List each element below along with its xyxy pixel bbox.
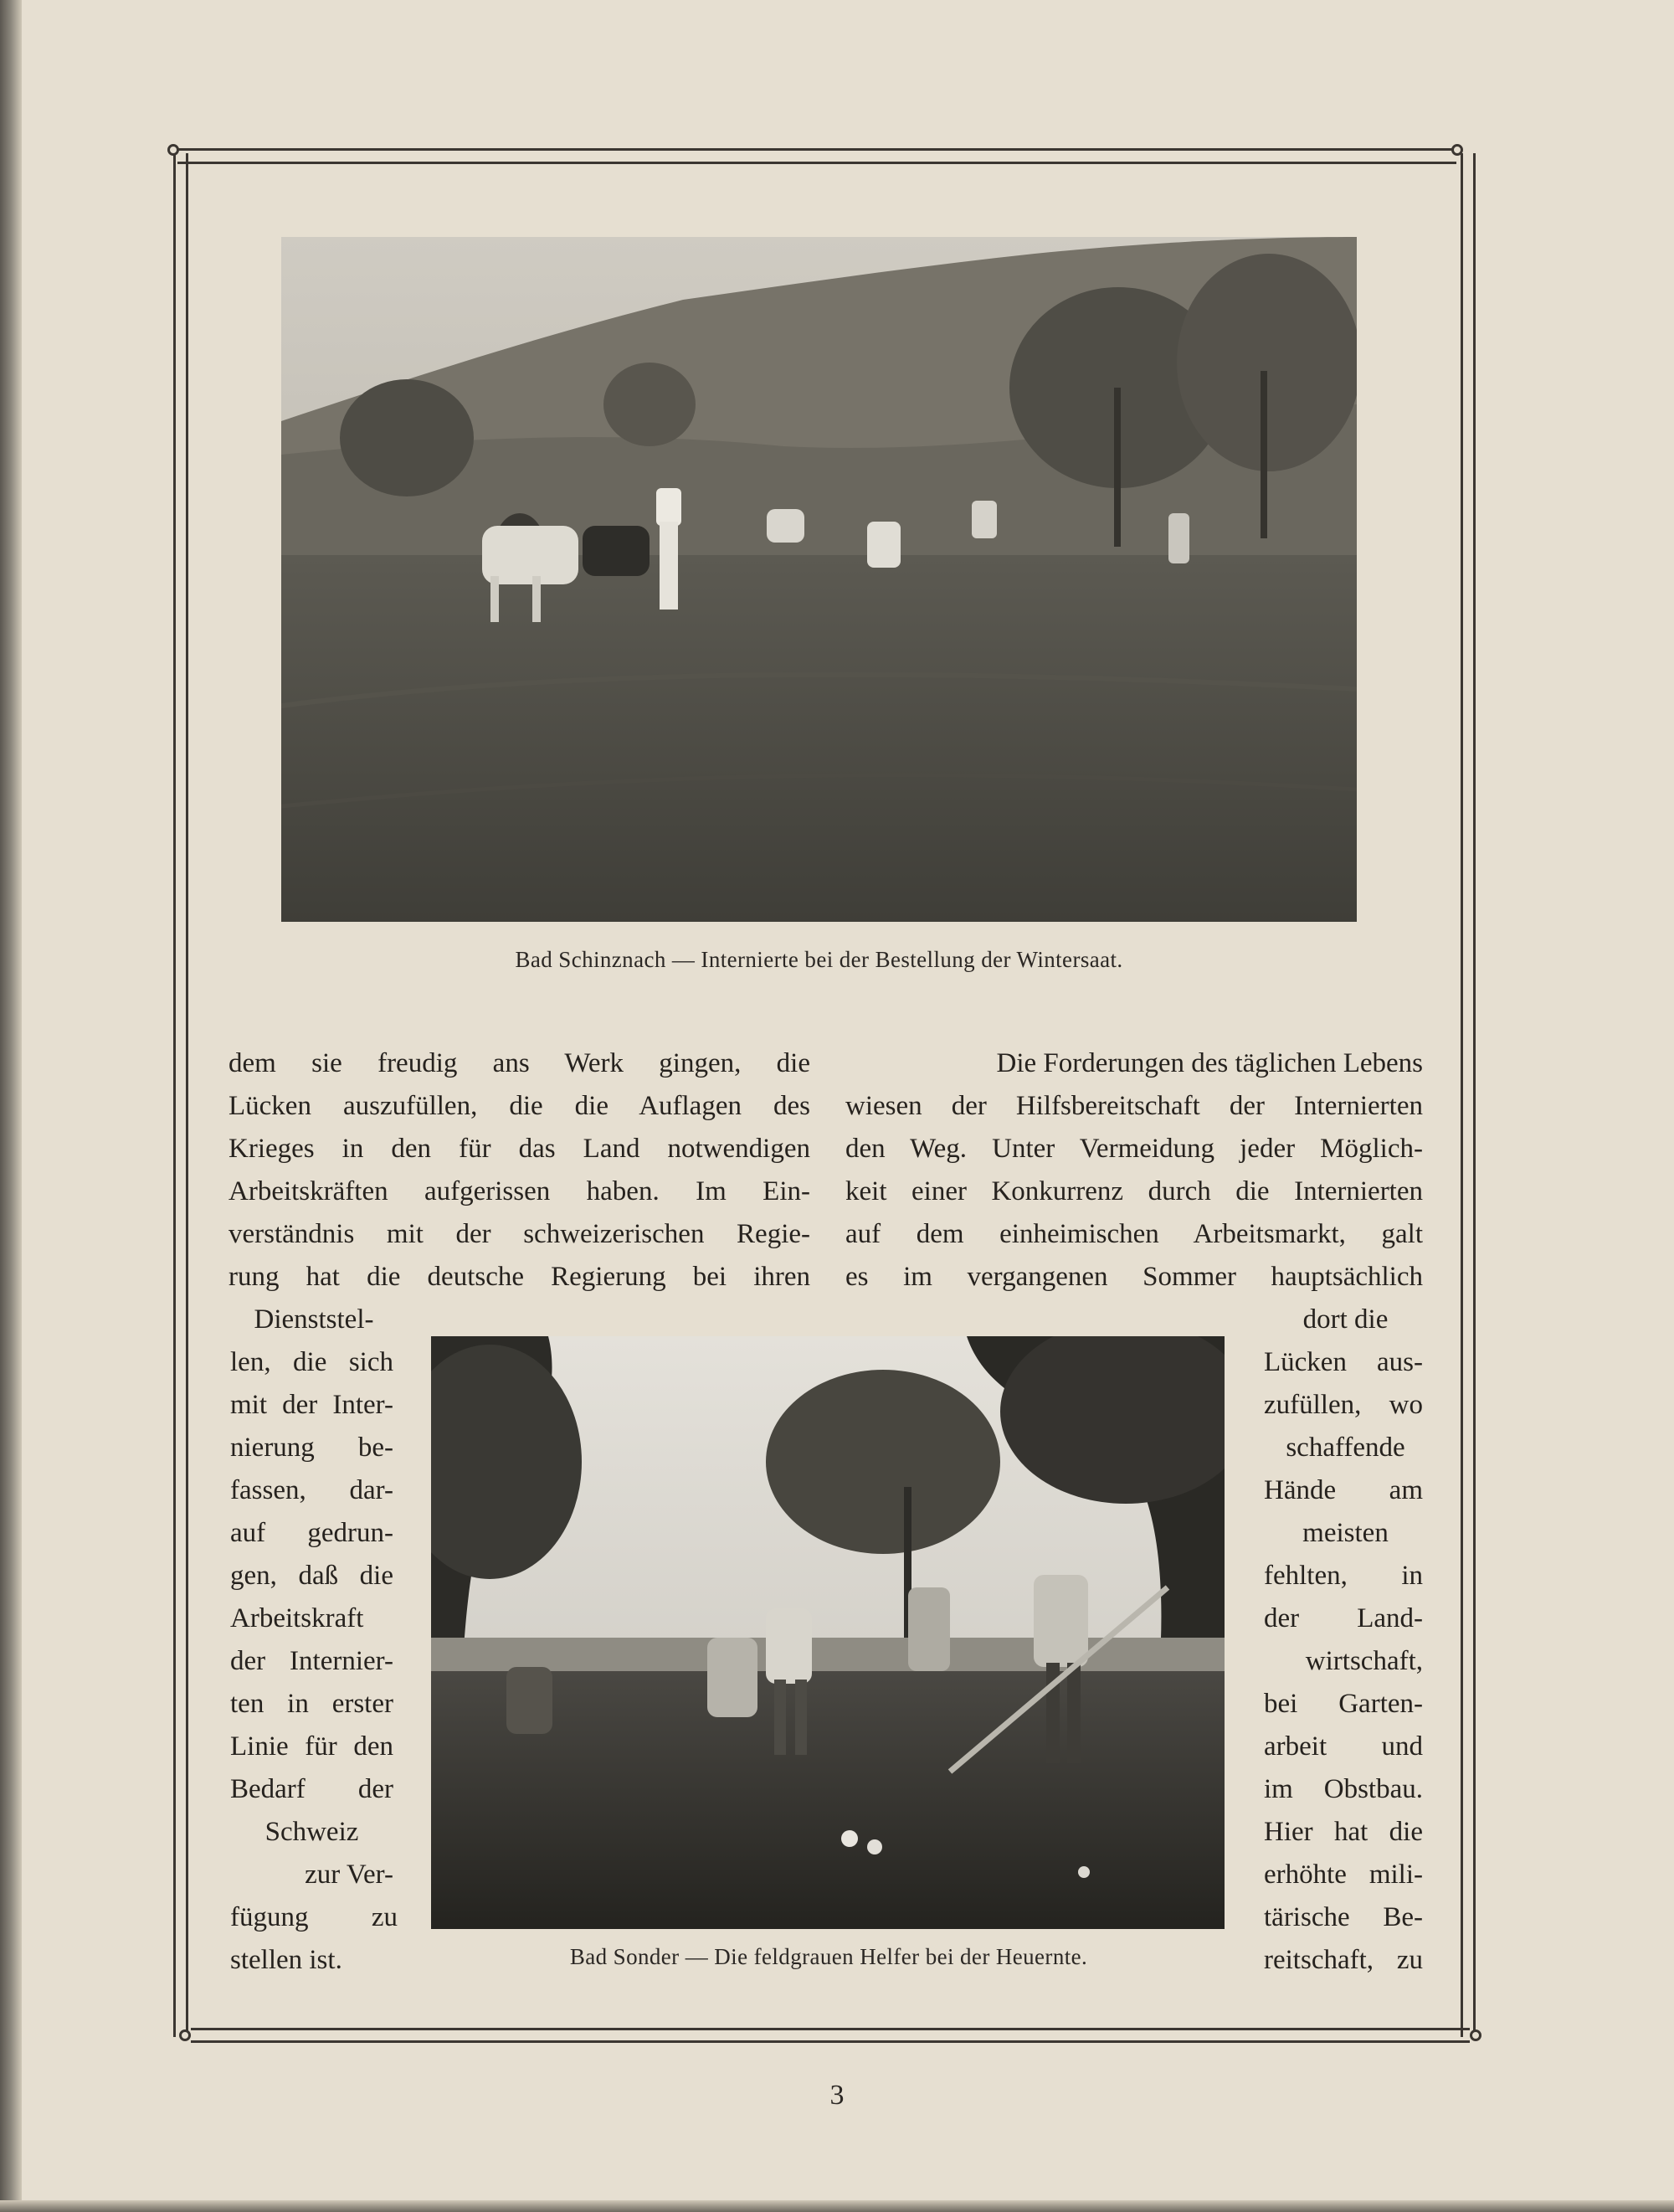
text-line: fassen, dar- bbox=[230, 1475, 393, 1505]
text-line: arbeit und bbox=[1264, 1731, 1423, 1762]
text-line: Linie für den bbox=[230, 1731, 393, 1762]
text-line: mit der Inter- bbox=[230, 1390, 393, 1420]
text-line: Schweiz bbox=[264, 1817, 359, 1847]
text-line: len, die sich bbox=[230, 1347, 393, 1377]
text-line: Arbeitskraft bbox=[230, 1603, 364, 1633]
page-number: 3 bbox=[829, 2080, 845, 2111]
text-line: fügung zu bbox=[230, 1902, 398, 1932]
text-line: zufüllen, wo bbox=[1264, 1390, 1423, 1420]
text-line: reitschaft, zu bbox=[1264, 1945, 1423, 1975]
text-line: der Internier- bbox=[230, 1646, 393, 1676]
photo-field-ploughing bbox=[281, 237, 1357, 922]
text-line: wiesen der Hilfsbereitschaft der Internierten bbox=[845, 1091, 1423, 1121]
page-bottom-edge bbox=[0, 2200, 1674, 2212]
text-line: fehlten, in bbox=[1264, 1561, 1423, 1591]
photo-hay-harvest bbox=[431, 1336, 1225, 1929]
text-line: der Land- bbox=[1264, 1603, 1423, 1633]
text-line: keit einer Konkurrenz durch die Internierten bbox=[845, 1176, 1423, 1206]
text-line: Hände am bbox=[1264, 1475, 1423, 1505]
text-line: Lücken aus- bbox=[1264, 1347, 1423, 1377]
text-line: dort die bbox=[1302, 1304, 1389, 1335]
text-line: Krieges in den für das Land notwendigen bbox=[229, 1134, 810, 1164]
text-line: es im vergangenen Sommer hauptsächlich bbox=[845, 1262, 1423, 1292]
text-line: Bedarf der bbox=[230, 1774, 393, 1804]
text-line: Arbeitskräften aufgerissen haben. Im Ein- bbox=[229, 1176, 810, 1206]
text-line: tärische Be- bbox=[1264, 1902, 1423, 1932]
text-line: den Weg. Unter Vermeidung jeder Möglich- bbox=[845, 1134, 1423, 1164]
text-line: auf gedrun- bbox=[230, 1518, 393, 1548]
text-line: Hier hat die bbox=[1264, 1817, 1423, 1847]
text-line: wirtschaft, bbox=[1305, 1646, 1423, 1676]
text-line: im Obstbau. bbox=[1264, 1774, 1423, 1804]
text-line: Die Forderungen des täglichen Lebens bbox=[996, 1048, 1423, 1078]
text-line: schaffende bbox=[1286, 1433, 1405, 1463]
text-line: Dienststel- bbox=[254, 1304, 374, 1335]
text-line: meisten bbox=[1302, 1518, 1389, 1548]
text-line: zur Ver- bbox=[305, 1860, 393, 1890]
text-line: Lücken auszufüllen, die die Auflagen des bbox=[229, 1091, 810, 1121]
caption-top-photo: Bad Schinznach — Internierte bei der Bestellung der Wintersaat. bbox=[515, 947, 1123, 972]
caption-bottom-photo: Bad Sonder — Die feldgrauen Helfer bei der Heuernte. bbox=[569, 1944, 1088, 1969]
text-line: dem sie freudig ans Werk gingen, die bbox=[229, 1048, 810, 1078]
text-line: auf dem einheimischen Arbeitsmarkt, galt bbox=[845, 1219, 1423, 1249]
text-line: stellen ist. bbox=[230, 1945, 342, 1975]
page-binding-edge bbox=[0, 0, 22, 2212]
text-line: rung hat die deutsche Regierung bei ihren bbox=[229, 1262, 810, 1292]
text-line: verständnis mit der schweizerischen Regie- bbox=[229, 1219, 810, 1249]
text-line: bei Garten- bbox=[1264, 1689, 1423, 1719]
text-line: ten in erster bbox=[230, 1689, 393, 1719]
text-line: nierung be- bbox=[230, 1433, 393, 1463]
text-line: gen, daß die bbox=[230, 1561, 393, 1591]
text-line: erhöhte mili- bbox=[1264, 1860, 1423, 1890]
